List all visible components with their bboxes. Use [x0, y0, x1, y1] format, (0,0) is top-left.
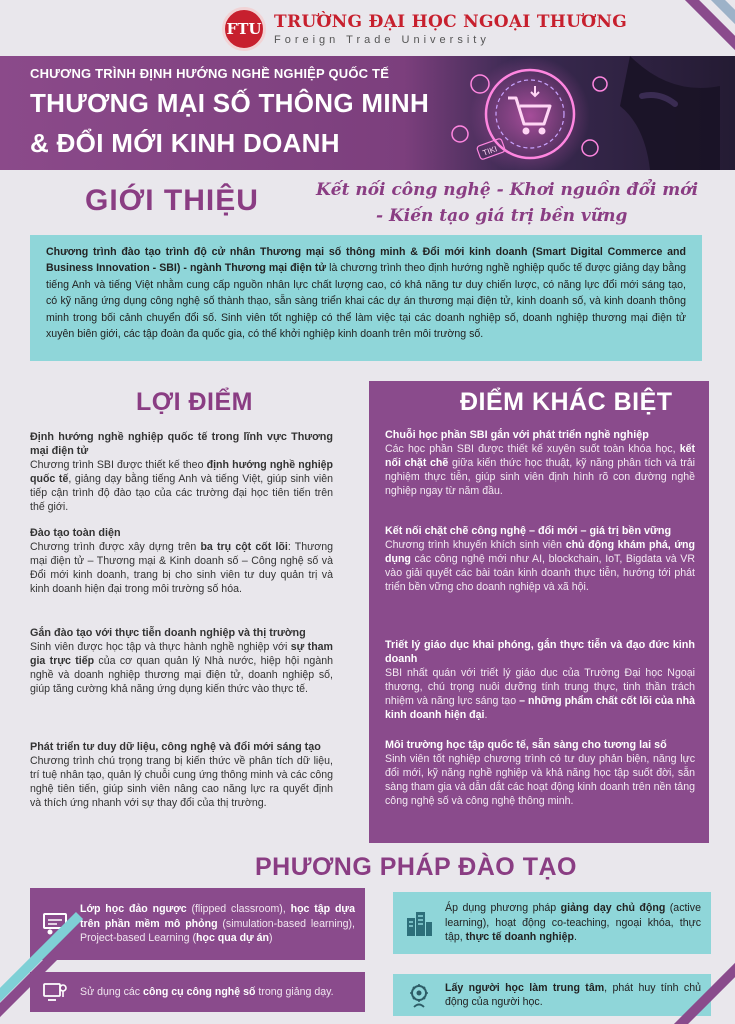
method-emphasis: học tập dựa trên phần mềm mô phỏng: [80, 903, 355, 930]
difference-item: [385, 638, 695, 722]
method-span: (flipped classroom),: [186, 903, 291, 916]
advantage-item: [30, 626, 333, 696]
difference-text: Chương trình khuyến khích sinh viên: [385, 539, 566, 551]
advantage-item: [30, 740, 333, 810]
difference-title: Chuỗi học phần SBI gắn với phát triển nghề nghiệp: [385, 429, 649, 441]
intro-body: là chương trình theo định hướng nghề nghiệp quốc tế được giảng dạy bằng tiếng Anh và tiếng Việt nhằm cung cấp nguồn nhân lực chất lượng cao, có khả năng tư duy chiến lược, có năng lực đổi mới sáng tạo, có kỹ năng ứng dụng công nghệ số thành thạo, sẵn sàng triển khai các dự án thương mại điện tử, kinh doanh số, và kinh doanh thông minh trong bối cảnh chuyển đổi số. Sinh viên tốt nghiệp có thể làm việc tại các doanh nghiệp số, doanh nghiệp thương mại điện tử xuyên biên giới, các tập đoàn đa quốc gia, có thể khởi nghiệp kinh doanh trên môi trường số.: [46, 262, 686, 341]
differences-heading: ĐIỂM KHÁC BIỆT: [460, 388, 673, 416]
intro-program-name: Chương trình đào tạo trình độ cử nhân Thương mại số thông minh & Đổi mới kinh doanh (Smart Digital Commerce and Business Innovation - SBI) - ngành Thương mại điện tử: [46, 246, 686, 275]
advantage-title: Phát triển tư duy dữ liệu, công nghệ và đổi mới sáng tạo: [30, 741, 321, 753]
method-span: (active learning), hoạt động co-teaching, ngoại khóa, thực tập,: [445, 902, 701, 944]
method-item: [393, 892, 711, 954]
shopping-cart-hologram-icon: [420, 56, 720, 170]
difference-text: giữa kiến thức học thuật, kỹ năng phân tích và trải nghiệm thực tiễn, giúp sinh viên định hình rõ con đường nghề nghiệp ngay từ năm đầu.: [385, 457, 695, 497]
method-item: [30, 888, 365, 960]
advantage-text: : Thương mại điện tử – Thương mại & Kinh doanh số – Công nghệ số và Đổi mới kinh doanh, trang bị cho sinh viên tư duy quản trị và kinh doanh hiện đại trong môi trường số hóa.: [30, 541, 333, 595]
method-span: .: [573, 931, 577, 944]
difference-item: [385, 428, 695, 498]
advantages-heading: LỢI ĐIỂM: [136, 388, 253, 416]
advantage-title: Định hướng nghề nghiệp quốc tế trong lĩnh vực Thương mại điện tử: [30, 431, 333, 457]
method-item: [393, 974, 711, 1016]
method-emphasis: học qua dự án: [196, 932, 270, 945]
advantage-emphasis: ba trụ cột cốt lõi: [200, 541, 288, 553]
difference-item: [385, 738, 695, 808]
method-item: [30, 972, 365, 1012]
difference-emphasis: kết nối chặt chẽ: [385, 443, 695, 469]
intro-heading: GIỚI THIỆU: [85, 184, 259, 217]
method-text: [80, 985, 365, 1000]
advantage-text: của cơ quan quản lý Nhà nước, hiệp hội ngành nghề và doanh nghiệp thương mại điện tử, doanh nghiệp số, giúp tăng cường khả năng ứng dụng kiến thức vào thực tế.: [30, 655, 333, 695]
advantage-text: Chương trình chú trọng trang bị kiến thức về phân tích dữ liệu, trí tuệ nhân tạo, quản lý chuỗi cung ứng thông minh và các công nghệ tiên tiến, giúp sinh viên nâng cao năng lực ra quyết định và thích ứng nhanh với sự thay đổi của thị trường.: [30, 755, 333, 809]
banner-subtitle: CHƯƠNG TRÌNH ĐỊNH HƯỚNG NGHỀ NGHIỆP QUỐC TẾ: [30, 66, 390, 81]
university-name: TRƯỜNG ĐẠI HỌC NGOẠI THƯƠNG: [274, 12, 628, 32]
banner-title-line1: THƯƠNG MẠI SỐ THÔNG MINH: [30, 88, 430, 118]
method-emphasis: giảng dạy chủ động: [560, 902, 666, 915]
learner-center-icon: [393, 974, 445, 1016]
method-emphasis: thực tế doanh nghiệp: [465, 931, 574, 944]
university-seal-icon: FTU: [222, 7, 266, 51]
slogan-line2: - Kiến tạo giá trị bền vững: [376, 206, 628, 226]
difference-text: Sinh viên tốt nghiệp chương trình có tư duy phản biện, năng lực đổi mới, kỹ năng nghề nghiệp và khả năng học tập suốt đời, sẵn sàng tham gia và dẫn dắt các hoạt động kinh doanh trên nền tảng công nghệ số và công nghệ thông minh.: [385, 753, 695, 807]
method-emphasis: công cụ công nghệ số: [143, 985, 256, 998]
university-header: [222, 4, 627, 54]
method-span: Áp dụng phương pháp: [445, 902, 561, 915]
advantage-emphasis: định hướng nghề nghiệp quốc tế: [30, 459, 333, 485]
difference-title: Môi trường học tập quốc tế, sẵn sàng cho tương lai số: [385, 739, 667, 751]
method-span: (simulation-based learning), Project-based Learning (: [80, 917, 355, 945]
method-span: ): [269, 932, 273, 945]
difference-text: Các học phần SBI được thiết kế xuyên suốt toàn khóa học,: [385, 443, 680, 455]
city-buildings-icon: [393, 892, 445, 954]
methods-heading: PHƯƠNG PHÁP ĐÀO TẠO: [255, 853, 577, 881]
difference-text: các công nghệ mới như AI, blockchain, IoT, Bigdata và VR vào giải quyết các bài toán kinh doanh thực tiễn, hướng tới phát triển bền vững cho doanh nghiệp và xã hội.: [385, 553, 695, 593]
difference-item: [385, 524, 695, 594]
difference-emphasis: chủ động khám phá, ứng dụng: [385, 539, 695, 565]
advantage-emphasis: sự tham gia trực tiếp: [30, 641, 333, 667]
difference-text: .: [484, 709, 488, 721]
method-span: Sử dụng các: [80, 985, 144, 998]
advantage-item: [30, 526, 333, 596]
intro-box: [30, 235, 702, 361]
advantage-text: Chương trình SBI được thiết kế theo: [30, 459, 207, 471]
method-emphasis: Lấy người học làm trung tâm: [445, 981, 605, 994]
advantage-text: , giảng dạy bằng tiếng Anh và tiếng Việt, giúp sinh viên tiếp cận trình độ đào tạo của các trường đại học tiên tiến trên thế giới.: [30, 473, 333, 513]
banner-badge: TIKI: [481, 144, 499, 158]
difference-emphasis: – những phẩm chất cốt lõi của nhà kinh doanh hiện đại: [385, 695, 695, 721]
difference-title: Triết lý giáo dục khai phóng, gắn thực tiễn và đạo đức kinh doanh: [385, 639, 695, 665]
method-text: [445, 901, 711, 945]
advantage-title: Đào tạo toàn diện: [30, 527, 121, 539]
method-text: [445, 981, 711, 1010]
method-emphasis: Lớp học đảo ngược: [80, 903, 187, 916]
advantage-text: Sinh viên được học tập và thực hành nghề nghiệp với: [30, 641, 291, 653]
advantage-item: [30, 430, 333, 514]
slogan-line1: Kết nối công nghệ - Khơi nguồn đổi mới: [316, 180, 699, 200]
advantage-text: Chương trình được xây dựng trên: [30, 541, 201, 553]
university-name-en: Foreign Trade University: [274, 34, 490, 46]
method-text: [80, 902, 365, 946]
method-span: trong giảng dạy.: [255, 985, 334, 998]
banner-title-line2: & ĐỔI MỚI KINH DOANH: [30, 128, 340, 158]
difference-text: SBI nhất quán với triết lý giáo dục của Trường Đại học Ngoại thương, chú trọng nuôi dưỡng tính trung thực, tinh thần trách nhiệm và năng lực sáng tạo: [385, 667, 695, 707]
difference-title: Kết nối chặt chẽ công nghệ – đổi mới – giá trị bền vững: [385, 525, 672, 537]
advantage-title: Gắn đào tạo với thực tiễn doanh nghiệp và thị trường: [30, 627, 306, 639]
method-span: , phát huy tính chủ động của người học.: [445, 981, 701, 1008]
